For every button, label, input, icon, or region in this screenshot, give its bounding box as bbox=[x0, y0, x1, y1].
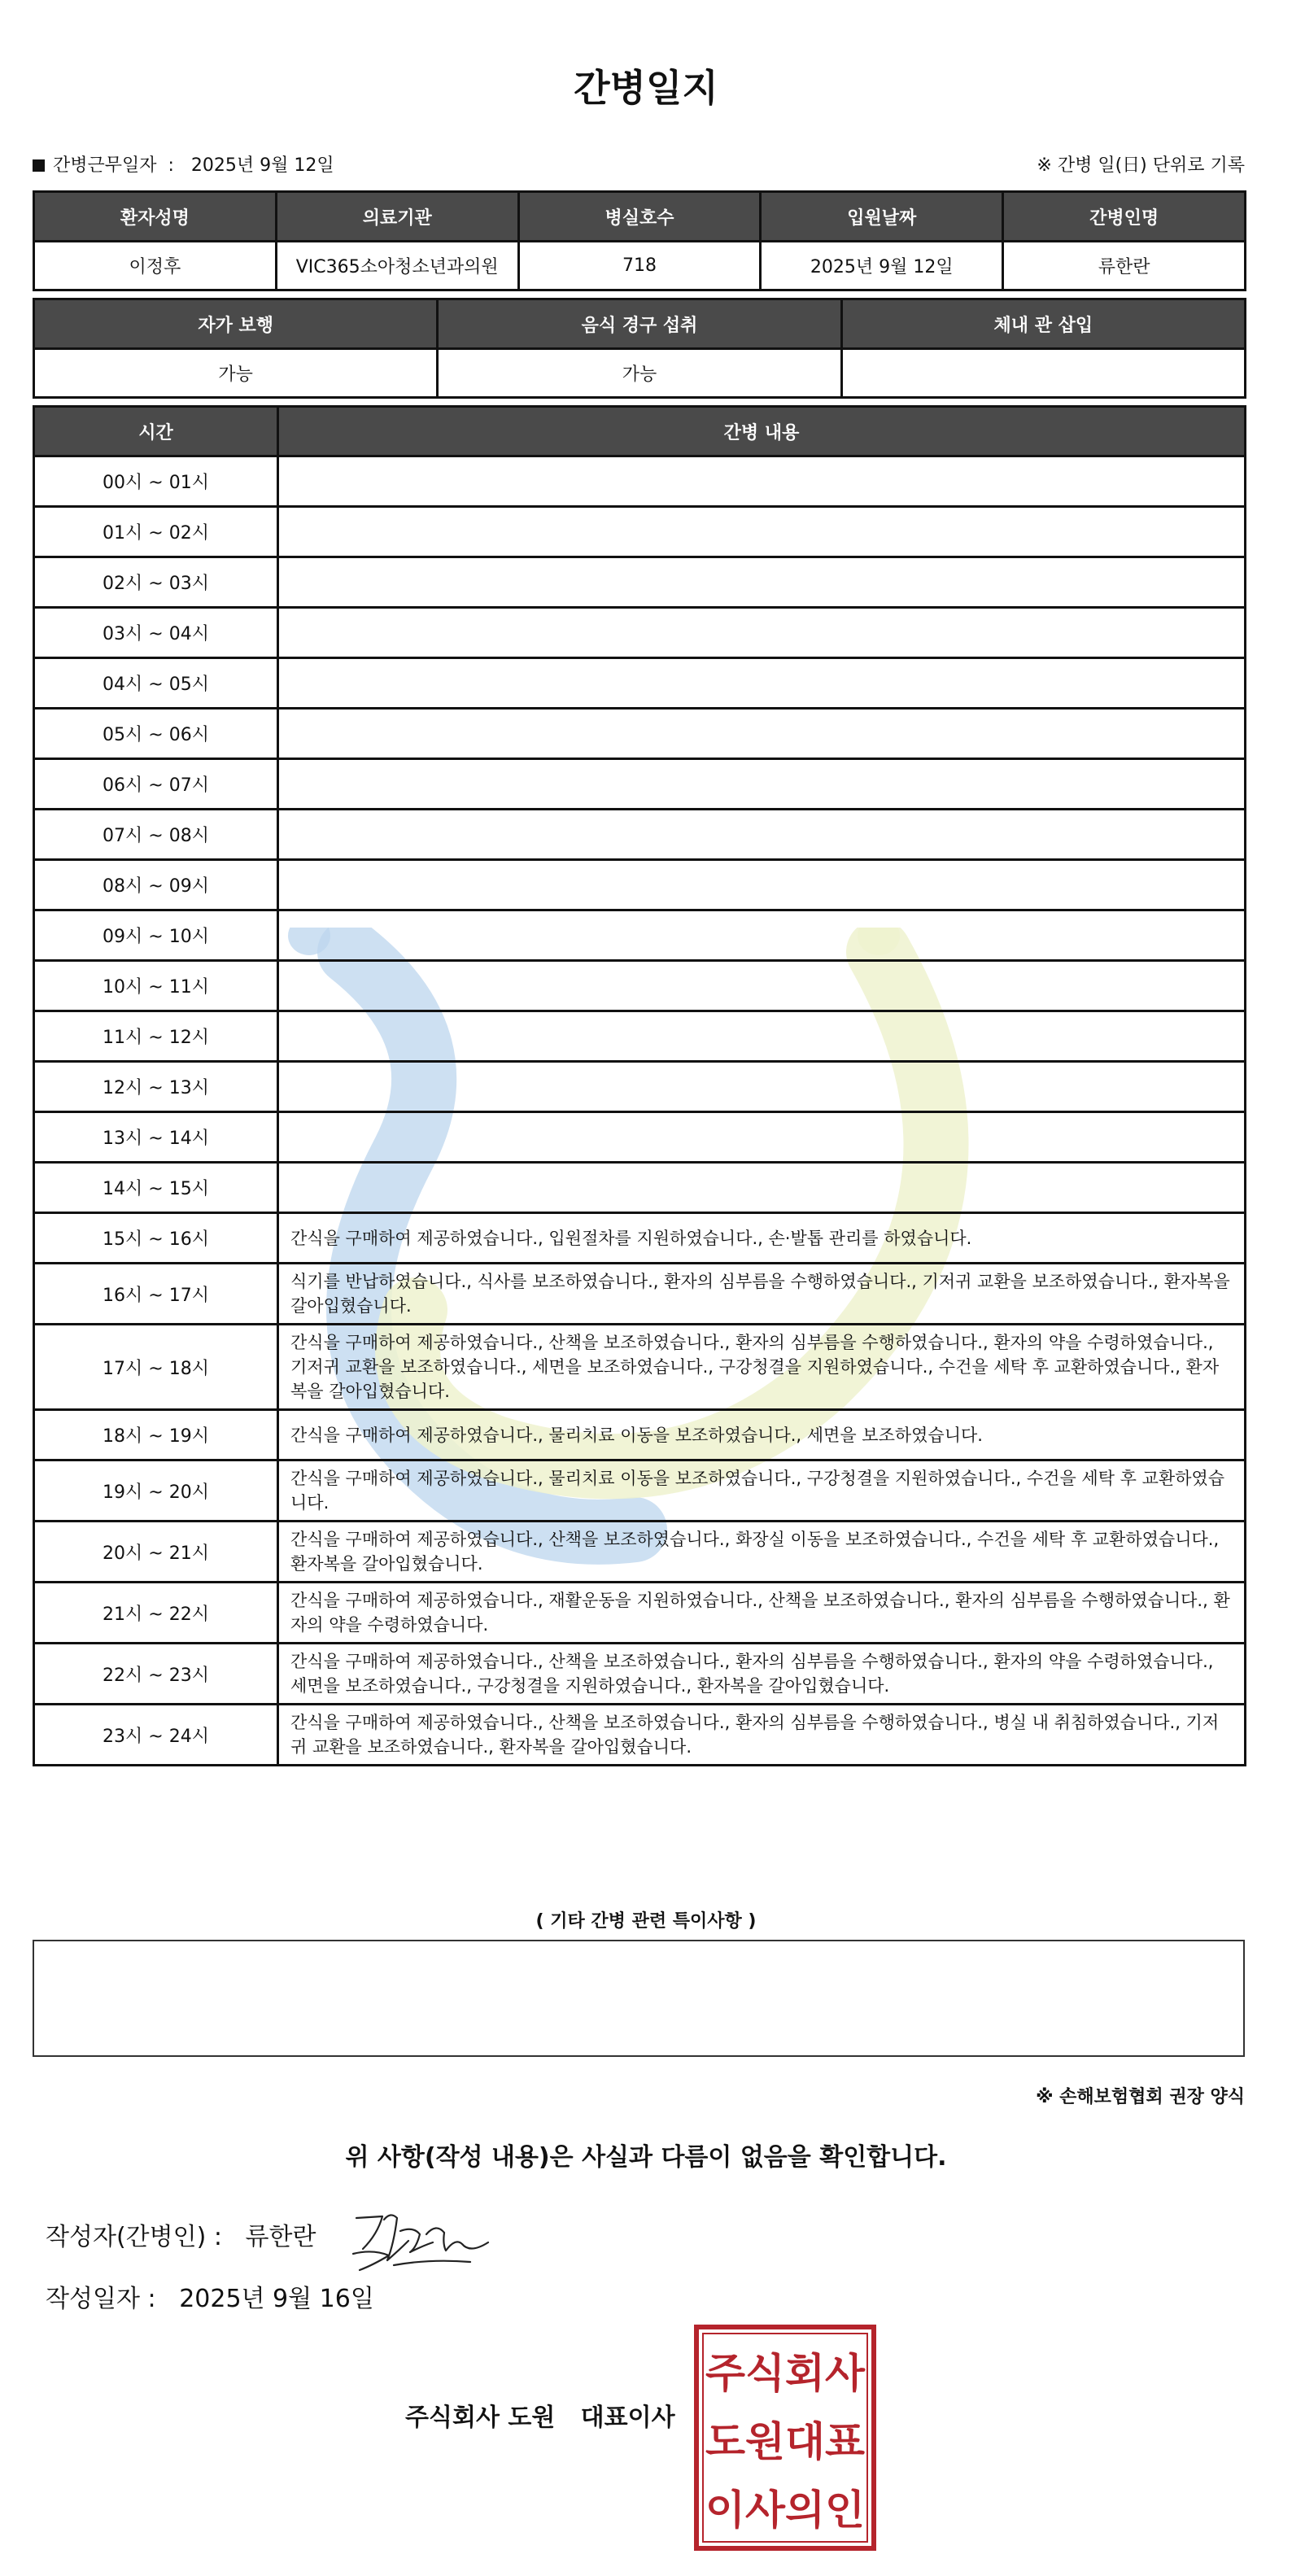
care-content bbox=[278, 456, 1246, 507]
care-log-header-row bbox=[34, 407, 1246, 456]
care-content bbox=[278, 507, 1246, 557]
writer-label: 작성자(간병인) : bbox=[46, 2223, 222, 2251]
work-date bbox=[33, 151, 334, 177]
care-log-row bbox=[34, 658, 1246, 709]
care-content: 간식을 구매하여 제공하였습니다., 산책을 보조하였습니다., 환자의 심부름을 수행하였습니다., 환자의 약을 수령하였습니다., 세면을 보조하였습니다., 구강청결을 지원하였습니다., 환자복을 갈아입혔습니다. bbox=[278, 1644, 1246, 1705]
time-slot: 08시 ~ 09시 bbox=[34, 860, 278, 910]
care-content bbox=[278, 1011, 1246, 1062]
time-slot: 21시 ~ 22시 bbox=[34, 1583, 278, 1644]
time-slot: 05시 ~ 06시 bbox=[34, 709, 278, 759]
care-log-row bbox=[34, 608, 1246, 658]
work-date-separator: : bbox=[168, 155, 174, 176]
notes-box bbox=[33, 1940, 1245, 2057]
care-log-row bbox=[34, 709, 1246, 759]
writer-name: 류한란 bbox=[245, 2223, 316, 2251]
care-content bbox=[278, 709, 1246, 759]
care-log-row bbox=[34, 759, 1246, 810]
care-content bbox=[278, 1112, 1246, 1163]
time-slot: 11시 ~ 12시 bbox=[34, 1011, 278, 1062]
care-log-row bbox=[34, 1325, 1246, 1410]
seal-text-line: 이사의인 bbox=[705, 2486, 865, 2534]
header-care-content: 간병 내용 bbox=[278, 407, 1246, 456]
care-log-row bbox=[34, 810, 1246, 860]
care-content bbox=[278, 557, 1246, 608]
care-content: 간식을 구매하여 제공하였습니다., 산책을 보조하였습니다., 환자의 심부름을 수행하였습니다., 환자의 약을 수령하였습니다., 기저귀 교환을 보조하였습니다., 세면을 보조하였습니다., 구강청결을 지원하였습니다., 수건을 세탁 후 교환하였습니다., 환자복을 갈아입혔습니다. bbox=[278, 1325, 1246, 1410]
care-content bbox=[278, 910, 1246, 961]
time-slot: 10시 ~ 11시 bbox=[34, 961, 278, 1011]
admission-date: 2025년 9월 12일 bbox=[761, 242, 1003, 290]
care-log-row bbox=[34, 1163, 1246, 1213]
care-log-row bbox=[34, 1460, 1246, 1522]
care-content bbox=[278, 1062, 1246, 1112]
care-log-row bbox=[34, 1062, 1246, 1112]
time-slot: 23시 ~ 24시 bbox=[34, 1705, 278, 1766]
header-hospital: 의료기관 bbox=[276, 192, 518, 242]
patient-status-table bbox=[33, 298, 1246, 399]
unit-note: ※ 간병 일(日) 단위로 기록 bbox=[1037, 155, 1245, 176]
page-title: 간병일지 bbox=[574, 66, 718, 110]
recommend-note: ※ 손해보험협회 권장 양식 bbox=[1036, 2087, 1245, 2107]
care-log-row bbox=[34, 1112, 1246, 1163]
care-content bbox=[278, 658, 1246, 709]
self-walking-value: 가능 bbox=[34, 349, 438, 398]
time-slot: 01시 ~ 02시 bbox=[34, 507, 278, 557]
time-slot: 00시 ~ 01시 bbox=[34, 456, 278, 507]
hospital-name: VIC365소아청소년과의원 bbox=[276, 242, 518, 290]
care-content: 간식을 구매하여 제공하였습니다., 물리치료 이동을 보조하였습니다., 구강청결을 지원하였습니다., 수건을 세탁 후 교환하였습니다. bbox=[278, 1460, 1246, 1522]
care-log-row bbox=[34, 1583, 1246, 1644]
time-slot: 07시 ~ 08시 bbox=[34, 810, 278, 860]
time-slot: 06시 ~ 07시 bbox=[34, 759, 278, 810]
time-slot: 15시 ~ 16시 bbox=[34, 1213, 278, 1264]
time-slot: 09시 ~ 10시 bbox=[34, 910, 278, 961]
care-log-row bbox=[34, 1644, 1246, 1705]
care-log-row bbox=[34, 1264, 1246, 1325]
caregiver-name: 류한란 bbox=[1003, 242, 1246, 290]
patient-info-value-row bbox=[34, 242, 1246, 290]
time-slot: 13시 ~ 14시 bbox=[34, 1112, 278, 1163]
header-caregiver-name: 간병인명 bbox=[1003, 192, 1246, 242]
company-name: 주식회사 도원 bbox=[405, 2404, 556, 2432]
time-slot: 14시 ~ 15시 bbox=[34, 1163, 278, 1213]
care-content bbox=[278, 860, 1246, 910]
patient-info-table bbox=[33, 190, 1246, 291]
company-seal-stamp bbox=[693, 2324, 877, 2552]
care-log-row bbox=[34, 1410, 1246, 1460]
care-content bbox=[278, 961, 1246, 1011]
work-date-value: 2025년 9월 12일 bbox=[190, 155, 334, 176]
writer-line bbox=[46, 2216, 316, 2252]
notes-title: ( 기타 간병 관련 특이사항 ) bbox=[535, 1911, 757, 1932]
room-number: 718 bbox=[518, 242, 761, 290]
care-content: 간식을 구매하여 제공하였습니다., 입원절차를 지원하였습니다., 손·발톱 관리를 하였습니다. bbox=[278, 1213, 1246, 1264]
patient-status-value-row bbox=[34, 349, 1246, 398]
care-content: 간식을 구매하여 제공하였습니다., 재활운동을 지원하였습니다., 산책을 보조하였습니다., 환자의 심부름을 수행하였습니다., 환자의 약을 수령하였습니다. bbox=[278, 1583, 1246, 1644]
care-log-row bbox=[34, 1011, 1246, 1062]
bullet-square-icon bbox=[33, 159, 45, 172]
time-slot: 18시 ~ 19시 bbox=[34, 1410, 278, 1460]
seal-text-line: 주식회사 bbox=[705, 2350, 866, 2397]
header-room: 병실호수 bbox=[518, 192, 761, 242]
signature-image bbox=[348, 2202, 495, 2275]
patient-status-header-row bbox=[34, 299, 1246, 349]
care-content: 간식을 구매하여 제공하였습니다., 산책을 보조하였습니다., 화장실 이동을 보조하였습니다., 수건을 세탁 후 교환하였습니다., 환자복을 갈아입혔습니다. bbox=[278, 1522, 1246, 1583]
company-line bbox=[405, 2397, 675, 2433]
header-oral-intake: 음식 경구 섭취 bbox=[438, 299, 841, 349]
confirm-statement: 위 사항(작성 내용)은 사실과 다름이 없음을 확인합니다. bbox=[345, 2143, 947, 2172]
care-log-row bbox=[34, 961, 1246, 1011]
time-slot: 16시 ~ 17시 bbox=[34, 1264, 278, 1325]
header-admission-date: 입원날짜 bbox=[761, 192, 1003, 242]
time-slot: 20시 ~ 21시 bbox=[34, 1522, 278, 1583]
care-content: 간식을 구매하여 제공하였습니다., 산책을 보조하였습니다., 환자의 심부름을 수행하였습니다., 병실 내 취침하였습니다., 기저귀 교환을 보조하였습니다., 환자복을 갈아입혔습니다. bbox=[278, 1705, 1246, 1766]
time-slot: 19시 ~ 20시 bbox=[34, 1460, 278, 1522]
care-content bbox=[278, 810, 1246, 860]
time-slot: 02시 ~ 03시 bbox=[34, 557, 278, 608]
work-date-label: 간병근무일자 bbox=[53, 155, 157, 176]
ceo-title: 대표이사 bbox=[580, 2404, 675, 2432]
time-slot: 22시 ~ 23시 bbox=[34, 1644, 278, 1705]
care-log-row bbox=[34, 1705, 1246, 1766]
time-slot: 12시 ~ 13시 bbox=[34, 1062, 278, 1112]
oral-intake-value: 가능 bbox=[438, 349, 841, 398]
date-line bbox=[46, 2278, 374, 2314]
date-value: 2025년 9월 16일 bbox=[179, 2285, 374, 2313]
seal-text-line: 도원대표 bbox=[705, 2418, 866, 2465]
time-slot: 04시 ~ 05시 bbox=[34, 658, 278, 709]
care-content: 간식을 구매하여 제공하였습니다., 물리치료 이동을 보조하였습니다., 세면을 보조하였습니다. bbox=[278, 1410, 1246, 1460]
header-self-walking: 자가 보행 bbox=[34, 299, 438, 349]
care-log-row bbox=[34, 456, 1246, 507]
date-label: 작성일자 : bbox=[46, 2285, 156, 2313]
care-content: 식기를 반납하였습니다., 식사를 보조하였습니다., 환자의 심부름을 수행하였습니다., 기저귀 교환을 보조하였습니다., 환자복을 갈아입혔습니다. bbox=[278, 1264, 1246, 1325]
header-patient-name: 환자성명 bbox=[34, 192, 277, 242]
care-log-row bbox=[34, 557, 1246, 608]
care-content bbox=[278, 1163, 1246, 1213]
care-log-row bbox=[34, 1522, 1246, 1583]
care-log-row bbox=[34, 507, 1246, 557]
care-log-row bbox=[34, 910, 1246, 961]
patient-name: 이정후 bbox=[34, 242, 277, 290]
patient-info-header-row bbox=[34, 192, 1246, 242]
care-log-table bbox=[33, 405, 1246, 1766]
time-slot: 03시 ~ 04시 bbox=[34, 608, 278, 658]
care-log-body bbox=[34, 456, 1246, 1766]
header-tube-insertion: 체내 관 삽입 bbox=[841, 299, 1245, 349]
header-time: 시간 bbox=[34, 407, 278, 456]
care-content bbox=[278, 608, 1246, 658]
time-slot: 17시 ~ 18시 bbox=[34, 1325, 278, 1410]
tube-insertion-value bbox=[841, 349, 1245, 398]
care-content bbox=[278, 759, 1246, 810]
care-log-row bbox=[34, 860, 1246, 910]
care-log-row bbox=[34, 1213, 1246, 1264]
